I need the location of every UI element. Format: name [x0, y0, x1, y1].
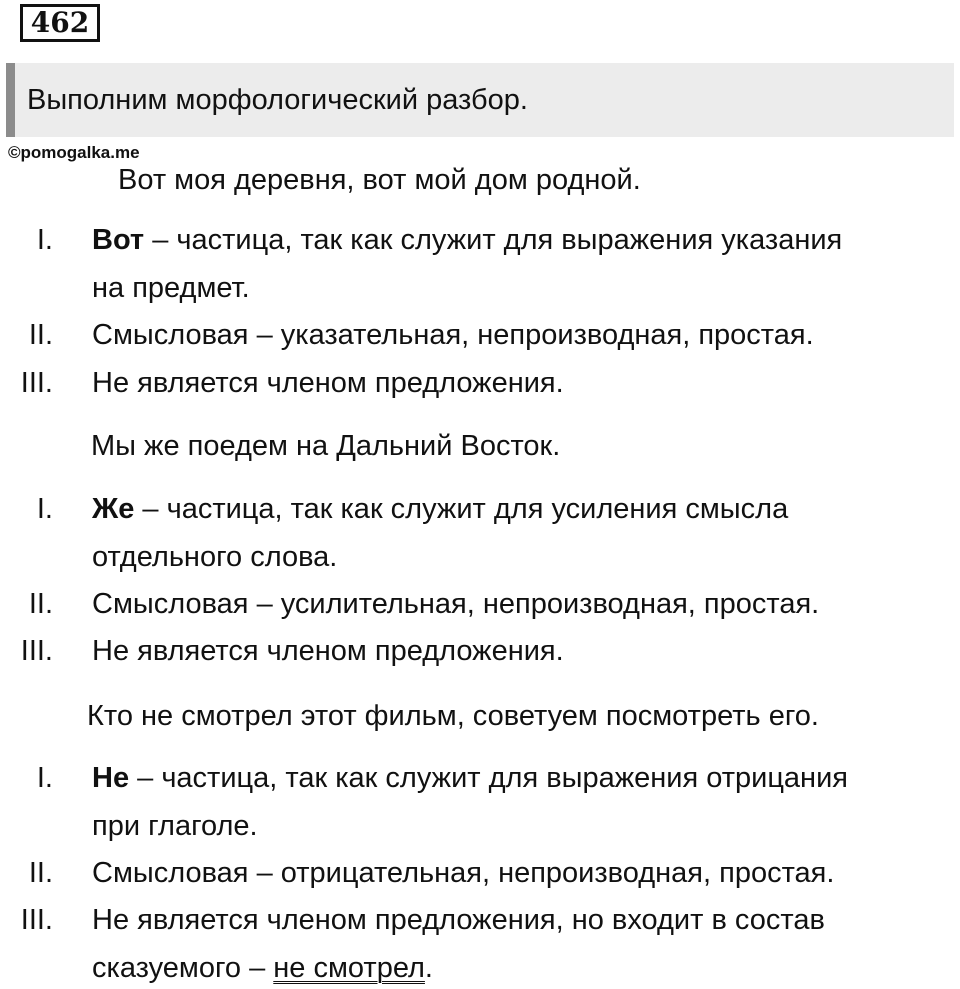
predicate-underlined: не смотрел	[273, 952, 425, 984]
item-continuation: на предмет.	[92, 272, 250, 304]
item-text: Смысловая – усилительная, непроизводная, простая.	[92, 588, 820, 620]
item-continuation: отдельного слова.	[92, 541, 338, 573]
item-term: Же	[92, 493, 135, 525]
example-sentence-2: Мы же поедем на Дальний Восток.	[91, 430, 561, 462]
item-line	[92, 222, 842, 258]
item-numeral: III.	[20, 635, 53, 667]
item-text: – частица, так как служит для усиления смысла	[134, 493, 789, 525]
item-continuation: при глаголе.	[92, 810, 258, 842]
item-text: Не является членом предложения.	[92, 367, 564, 399]
continuation-prefix: сказуемого –	[92, 952, 274, 984]
example-sentence-3: Кто не смотрел этот фильм, советуем посмотреть его.	[87, 700, 819, 732]
header-bar	[6, 63, 954, 137]
example-sentence-1: Вот моя деревня, вот мой дом родной.	[118, 164, 641, 196]
item-text: Не является членом предложения, но входит в состав	[92, 904, 825, 936]
item-text: Смысловая – указательная, непроизводная, простая.	[92, 319, 814, 351]
item-term: Вот	[92, 224, 145, 256]
item-numeral: II.	[28, 857, 53, 889]
item-numeral: I.	[36, 493, 53, 525]
task-number: 462	[20, 4, 100, 42]
item-text: – частица, так как служит для выражения отрицания	[129, 762, 848, 794]
item-line	[92, 491, 788, 527]
item-numeral: I.	[36, 224, 53, 256]
item-line	[92, 760, 848, 796]
item-numeral: II.	[28, 588, 53, 620]
item-continuation	[92, 950, 433, 986]
item-numeral: I.	[36, 762, 53, 794]
item-numeral: III.	[20, 367, 53, 399]
header-text: Выполним морфологический разбор.	[27, 84, 528, 116]
watermark: ©pomogalka.me	[8, 143, 140, 162]
item-term: Не	[92, 762, 130, 794]
item-numeral: III.	[20, 904, 53, 936]
item-text: Не является членом предложения.	[92, 635, 564, 667]
continuation-suffix: .	[424, 952, 433, 984]
item-text: – частица, так как служит для выражения указания	[144, 224, 843, 256]
item-text: Смысловая – отрицательная, непроизводная, простая.	[92, 857, 835, 889]
item-numeral: II.	[28, 319, 53, 351]
